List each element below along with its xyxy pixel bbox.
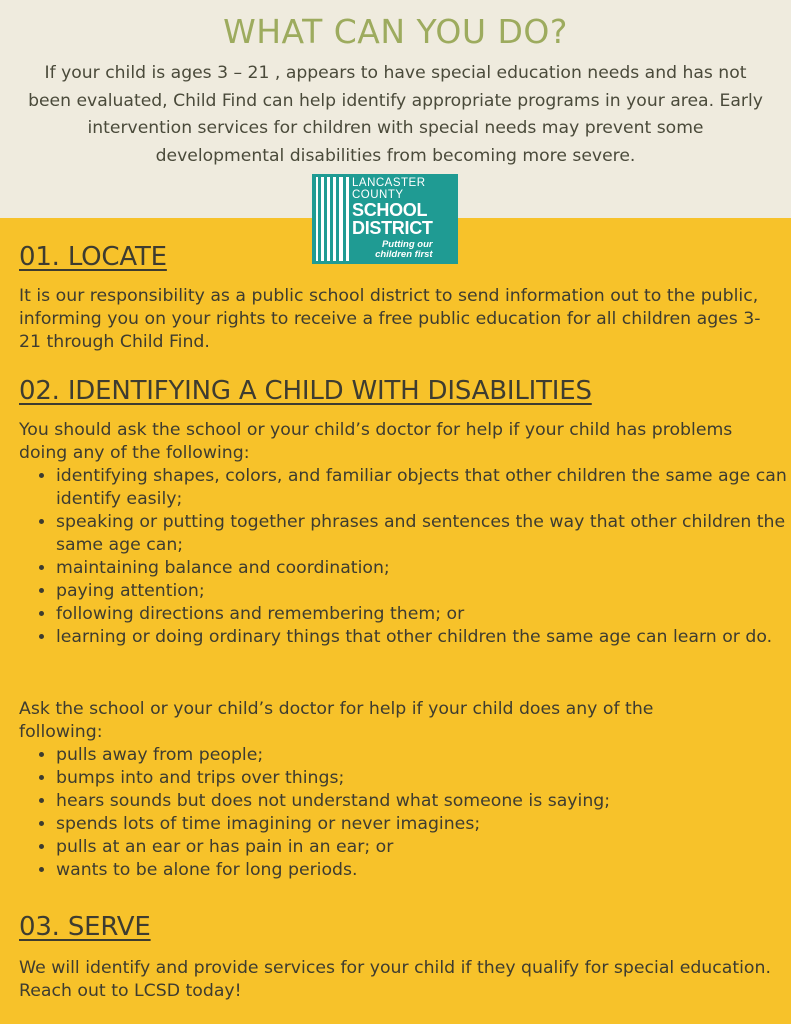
- page-title: WHAT CAN YOU DO?: [223, 12, 568, 51]
- logo-tagline-1: Putting our: [381, 239, 433, 250]
- logo-tagline-2: children first: [375, 248, 433, 260]
- logo-line-district: DISTRICT: [352, 218, 433, 238]
- identify-intro-1: You should ask the school or your child’s doctor for help if your child has problems doing any of the following:: [19, 420, 733, 463]
- locate-paragraph: It is our responsibility as a public school district to send information out to the public, informing you on your rights to receive a free public education for all children ages 3-21 through Child Find.: [19, 286, 761, 352]
- identify-heading: 02. IDENTIFYING A CHILD WITH DISABILITIES: [19, 376, 592, 406]
- list-item: • identifying shapes, colors, and familiar objects that other children the same age can identify easily;: [56, 465, 791, 511]
- list-item: • spends lots of time imagining or never imagines;: [56, 813, 791, 836]
- list-item: • bumps into and trips over things;: [56, 767, 791, 790]
- serve-heading: 03. SERVE: [19, 912, 151, 942]
- serve-paragraph: We will identify and provide services for your child if they qualify for special education. Reach out to LCSD today!: [19, 958, 771, 1001]
- list-item: • paying attention;: [56, 580, 791, 603]
- locate-heading: 01. LOCATE: [19, 242, 167, 272]
- logo-line-lancaster: LANCASTER: [352, 177, 426, 189]
- list-item: • pulls away from people;: [56, 744, 791, 767]
- list-item: • speaking or putting together phrases and sentences the way that other children the same age can;: [56, 511, 791, 557]
- list-item: • learning or doing ordinary things that other children the same age can learn or do.: [56, 626, 791, 649]
- logo-line-county: COUNTY: [352, 188, 404, 201]
- list-item: • hears sounds but does not understand what someone is saying;: [56, 790, 791, 813]
- logo-line-school: SCHOOL: [352, 200, 428, 220]
- list-item: • maintaining balance and coordination;: [56, 557, 791, 580]
- intro-paragraph: If your child is ages 3 – 21 , appears to have special education needs and has not been evaluated, Child Find can help identify appropriate programs in your area. Early intervention services for children with special needs may prevent some developmental disabilities from becoming more severe.: [28, 63, 763, 166]
- problems-list: [19, 465, 791, 649]
- list-item: • wants to be alone for long periods.: [56, 859, 791, 882]
- identify-intro-2: Ask the school or your child’s doctor for help if your child does any of the following:: [19, 699, 654, 742]
- behaviors-list: [19, 744, 791, 882]
- list-item: • pulls at an ear or has pain in an ear; or: [56, 836, 791, 859]
- list-item: • following directions and remembering them; or: [56, 603, 791, 626]
- district-logo: [312, 174, 458, 264]
